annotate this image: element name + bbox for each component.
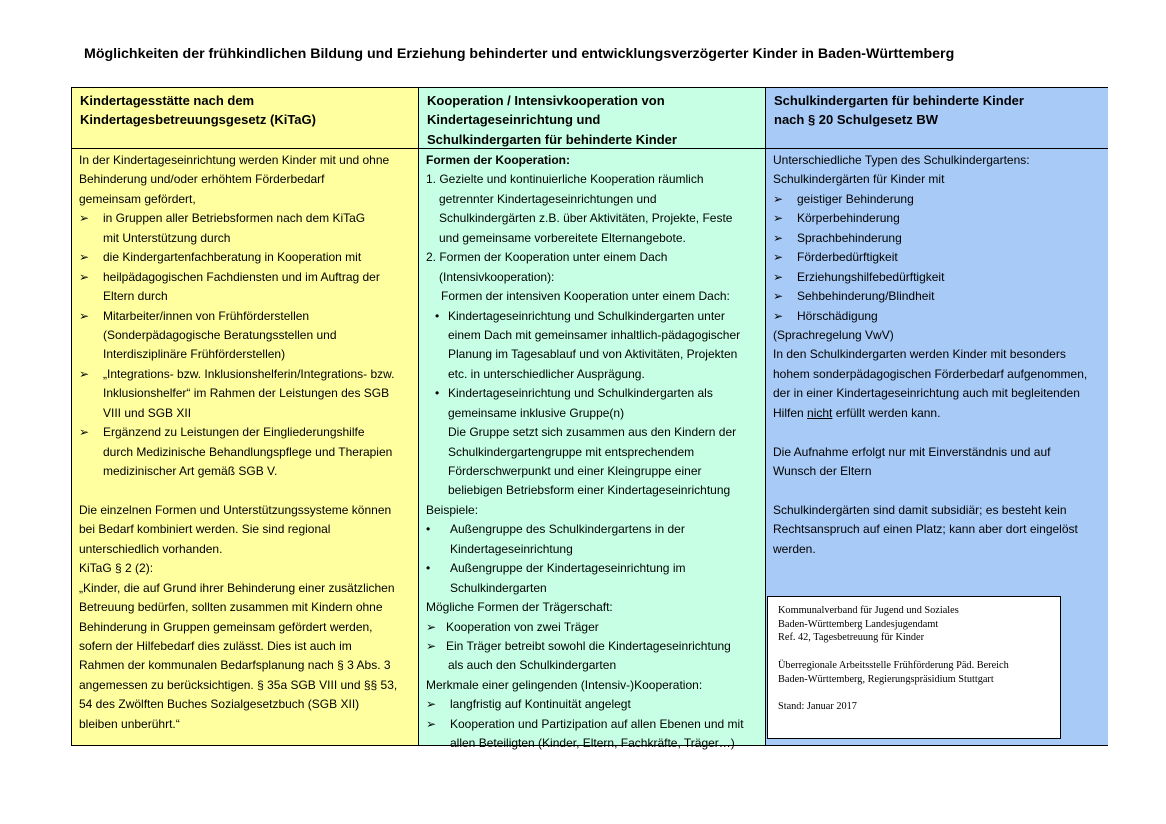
text-line: Schulkindergärten für Kinder mit <box>773 172 945 187</box>
bullet-icon: • <box>426 522 431 537</box>
text-line: werden. <box>773 541 816 556</box>
text-line: Inklusionshelfer“ im Rahmen der Leistungen des SGB <box>103 386 390 401</box>
list-item-text: Kindertageseinrichtung und Schulkindergarten als <box>448 386 713 401</box>
arrow-bullet-icon: ➢ <box>426 716 437 731</box>
list-item <box>773 248 1101 267</box>
text-line: 2. Formen der Kooperation unter einem Dach <box>426 250 668 265</box>
list-item <box>773 268 1101 287</box>
list-item-text: Ein Träger betreibt sowohl die Kindertageseinrichtung <box>446 638 731 653</box>
column-body-schulkindergarten <box>766 151 1108 559</box>
text-line: Planung im Tagesablauf und von Aktivitäten, Projekten <box>448 347 738 362</box>
arrow-bullet-icon: ➢ <box>773 191 784 206</box>
text-line: In der Kindertageseinrichtung werden Kinder mit und ohne <box>79 153 390 167</box>
text-line: Schulkindergärten z.B. über Aktivitäten, Projekte, Feste <box>439 211 733 226</box>
list-item-text: Außengruppe der Kindertageseinrichtung im <box>450 561 686 576</box>
arrow-bullet-icon: ➢ <box>773 308 784 323</box>
list-item <box>773 307 1101 326</box>
list-item-text: Sehbehinderung/Blindheit <box>797 289 935 304</box>
header-line: Schulkindergarten für behinderte Kinder <box>774 93 1024 108</box>
info-line: Stand: Januar 2017 <box>778 700 857 712</box>
list-item-text: die Kindergartenfachberatung in Kooperation mit <box>103 250 362 265</box>
list-item-text: Sprachbehinderung <box>797 230 902 245</box>
column-kooperation <box>419 88 766 751</box>
text-line: Mögliche Formen der Trägerschaft: <box>426 600 613 615</box>
list-item-text: Kindertageseinrichtung und Schulkindergarten unter <box>448 308 725 323</box>
text-line: Die Gruppe setzt sich zusammen aus den Kindern der <box>448 425 737 440</box>
text-line: etc. in unterschiedlicher Ausprägung. <box>448 366 645 381</box>
list-item <box>773 287 1101 306</box>
list-item-text: in Gruppen aller Betriebsformen nach dem KiTaG <box>103 211 366 226</box>
bullet-icon: • <box>435 308 440 323</box>
section-heading: Formen der Kooperation: <box>426 153 571 167</box>
text-line: 1. Gezielte und kontinuierliche Kooperation räumlich <box>426 172 704 187</box>
text-line: (Sonderpädagogische Beratungsstellen und <box>103 327 337 342</box>
list-item <box>426 715 758 734</box>
text-line: Formen der intensiven Kooperation unter einem Dach: <box>441 289 730 304</box>
text-line: Betreuung bedürfen, sollten zusammen mit Kindern ohne <box>79 600 383 615</box>
list-item <box>79 209 411 228</box>
info-line: Ref. 42, Tagesbetreuung für Kinder <box>778 632 925 644</box>
blank-line <box>773 481 1101 500</box>
info-line: Kommunalverband für Jugend und Soziales <box>778 605 959 616</box>
list-item <box>773 190 1101 209</box>
text-fragment: Hilfen <box>773 405 808 420</box>
list-item <box>426 307 758 326</box>
list-item <box>79 268 411 287</box>
list-item <box>773 229 1101 248</box>
list-item-text: Außengruppe des Schulkindergartens in der <box>450 522 685 537</box>
text-line: bleiben unberührt.“ <box>79 716 180 731</box>
text-line: Interdisziplinäre Frühförderstellen) <box>103 347 286 362</box>
header-divider <box>419 148 765 149</box>
text-line: gemeinsam gefördert, <box>79 191 196 206</box>
text-line: (Intensivkooperation): <box>439 269 555 284</box>
header-line: Schulkindergarten für behinderte Kinder <box>427 131 677 147</box>
text-line: Förderschwerpunkt und einer Kleingruppe einer <box>448 464 702 478</box>
arrow-bullet-icon: ➢ <box>426 619 437 634</box>
list-item-text: Kooperation von zwei Träger <box>446 619 599 634</box>
arrow-bullet-icon: ➢ <box>773 289 784 304</box>
text-line: beliebigen Betriebsform einer Kindertageseinrichtung <box>448 483 731 498</box>
arrow-bullet-icon: ➢ <box>773 250 784 265</box>
list-item <box>79 307 411 326</box>
arrow-bullet-icon: ➢ <box>79 308 90 323</box>
blank-line <box>778 686 1050 700</box>
header-divider <box>766 148 1108 149</box>
column-header-schulkindergarten <box>766 91 1108 130</box>
text-line: Behinderung und/oder erhöhtem Förderbedarf <box>79 172 325 187</box>
arrow-bullet-icon: ➢ <box>79 250 90 265</box>
text-line: Kindertageseinrichtung <box>450 541 573 556</box>
arrow-bullet-icon: ➢ <box>773 230 784 245</box>
list-item-text: Kooperation und Partizipation auf allen Ebenen und mit <box>450 716 744 731</box>
text-line: KiTaG § 2 (2): <box>79 561 154 576</box>
blank-line <box>778 645 1050 659</box>
list-item <box>426 695 758 714</box>
text-line: Beispiele: <box>426 502 479 517</box>
column-header-kitag <box>72 91 418 130</box>
text-line: durch Medizinische Behandlungspflege und Therapien <box>103 444 393 459</box>
header-line: Kindertagesbetreuungsgesetz (KiTaG) <box>80 112 316 128</box>
list-item <box>426 618 758 637</box>
underlined-text: nicht <box>807 405 833 420</box>
arrow-bullet-icon: ➢ <box>773 211 784 226</box>
text-line: Schulkindergarten <box>450 580 547 595</box>
list-item <box>426 559 758 578</box>
text-line: Die Aufnahme erfolgt nur mit Einverständnis und auf <box>773 444 1051 459</box>
text-line: der in einer Kindertageseinrichtung auch mit begleitenden <box>773 386 1080 401</box>
arrow-bullet-icon: ➢ <box>79 269 90 284</box>
text-line: Merkmale einer gelingenden (Intensiv-)Kooperation: <box>426 677 703 692</box>
blank-line <box>773 423 1101 442</box>
blank-line <box>79 481 411 500</box>
text-line: Wunsch der Eltern <box>773 464 872 478</box>
text-line: unterschiedlich vorhanden. <box>79 541 223 556</box>
arrow-bullet-icon: ➢ <box>79 366 90 381</box>
list-item-text: geistiger Behinderung <box>797 191 914 206</box>
list-item-text: Ergänzend zu Leistungen der Eingliederungshilfe <box>103 425 365 440</box>
header-divider <box>72 148 418 149</box>
text-line: medizinischer Art gemäß SGB V. <box>103 464 278 478</box>
info-line: Baden-Württemberg, Regierungspräsidium Stuttgart <box>778 673 994 685</box>
header-line: Kindertagesstätte nach dem <box>80 93 255 108</box>
text-line: und gemeinsame vorbereitete Elternangebote. <box>439 230 686 245</box>
list-item <box>426 637 758 656</box>
text-line: „Kinder, die auf Grund ihrer Behinderung einer zusätzlichen <box>79 580 395 595</box>
text-line: Eltern durch <box>103 289 168 304</box>
header-line: nach § 20 Schulgesetz BW <box>774 112 938 128</box>
text-line: sofern der Hilfebedarf dies zulässt. Dies ist auch im <box>79 638 352 653</box>
text-line: VIII und SGB XII <box>103 405 192 420</box>
text-line: Schulkindergärten sind damit subsidiär; es besteht kein <box>773 502 1067 517</box>
text-line: bei Bedarf kombiniert werden. Sie sind regional <box>79 522 331 537</box>
list-item <box>79 365 411 384</box>
list-item <box>773 209 1101 228</box>
page-title: Möglichkeiten der frühkindlichen Bildung und Erziehung behinderter und entwicklungsverzögerter Kinder in Baden-Württemberg <box>84 46 955 62</box>
text-line: Die einzelnen Formen und Unterstützungssysteme können <box>79 502 392 517</box>
arrow-bullet-icon: ➢ <box>79 425 90 440</box>
list-item <box>426 520 758 539</box>
list-item <box>79 248 411 267</box>
text-line: hohem sonderpädagogischen Förderbedarf aufgenommen, <box>773 366 1088 381</box>
arrow-bullet-icon: ➢ <box>426 638 437 653</box>
text-line: einem Dach mit gemeinsamer inhaltlich-pädagogischer <box>448 327 741 342</box>
list-item <box>426 384 758 403</box>
column-kitag <box>72 88 419 745</box>
text-fragment: erfüllt werden kann. <box>832 405 941 420</box>
text-line: (Sprachregelung VwV) <box>773 327 894 342</box>
text-line: gemeinsame inklusive Gruppe(n) <box>448 405 625 420</box>
text-line: Schulkindergartengruppe mit entsprechendem <box>448 444 695 459</box>
header-line: Kooperation / Intensivkooperation von <box>427 93 665 108</box>
column-body-kooperation <box>419 151 765 754</box>
list-item-text: Mitarbeiter/innen von Frühförderstellen <box>103 308 310 323</box>
info-line: Überregionale Arbeitsstelle Frühförderung Päd. Bereich <box>778 659 1009 671</box>
text-line: 54 des Zwölften Buches Sozialgesetzbuch (SGB XII) <box>79 697 360 712</box>
bullet-icon: • <box>435 386 440 401</box>
list-item-text: Förderbedürftigkeit <box>797 250 898 265</box>
list-item-text: Erziehungshilfebedürftigkeit <box>797 269 945 284</box>
text-line <box>773 404 1101 423</box>
list-item-text: „Integrations- bzw. Inklusionshelferin/Integrations- bzw. <box>103 366 395 381</box>
list-item-text: heilpädagogischen Fachdiensten und im Auftrag der <box>103 269 380 284</box>
list-item <box>79 423 411 442</box>
arrow-bullet-icon: ➢ <box>426 697 437 712</box>
text-line: mit Unterstützung durch <box>103 230 231 245</box>
text-line: Rechtsanspruch auf einen Platz; kann aber dort eingelöst <box>773 522 1078 537</box>
text-line: als auch den Schulkindergarten <box>448 658 617 673</box>
text-line: Rahmen der kommunalen Bedarfsplanung nach § 3 Abs. 3 <box>79 658 391 673</box>
list-item-text: Hörschädigung <box>797 308 878 323</box>
list-item-text: Körperbehinderung <box>797 211 900 226</box>
bullet-icon: • <box>426 561 431 576</box>
list-item-text: langfristig auf Kontinuität angelegt <box>450 697 631 712</box>
info-line: Baden-Württemberg Landesjugendamt <box>778 618 939 630</box>
text-line: allen Beteiligten (Kinder, Eltern, Fachkräfte, Träger…) <box>450 736 735 751</box>
text-line: Unterschiedliche Typen des Schulkindergartens: <box>773 153 1030 167</box>
text-line: angemessen zu berücksichtigen. § 35a SGB VIII und §§ 53, <box>79 677 398 692</box>
arrow-bullet-icon: ➢ <box>773 269 784 284</box>
overview-table <box>71 87 1108 751</box>
header-line: Kindertageseinrichtung und <box>427 112 601 128</box>
text-line: getrennter Kindertageseinrichtungen und <box>439 191 657 206</box>
column-body-kitag <box>72 151 418 734</box>
text-line: Behinderung in Gruppen gemeinsam gefördert werden, <box>79 619 373 634</box>
arrow-bullet-icon: ➢ <box>79 211 90 226</box>
publisher-info-box <box>767 596 1061 739</box>
text-line: In den Schulkindergarten werden Kinder mit besonders <box>773 347 1066 362</box>
column-header-kooperation <box>419 91 765 149</box>
